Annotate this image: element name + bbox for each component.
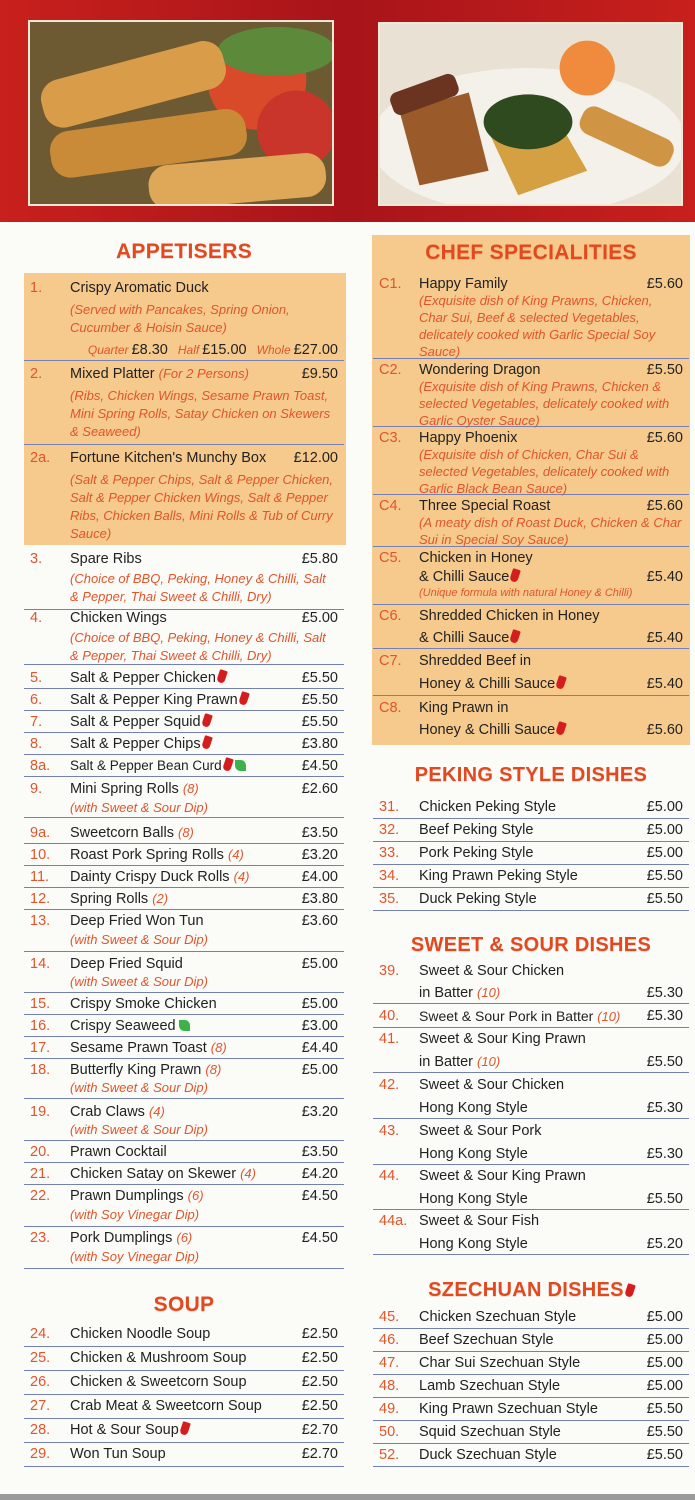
menu-item: C2. Wondering Dragon £5.50 (Exquisite dish of King Prawns, Chicken & selected Vegetables, delicately cooked with Garlic Oyster Sauce)	[373, 359, 689, 427]
menu-item: 1. Crispy Aromatic Duck (Served with Pancakes, Spring Onion, Cucumber & Hoisin Sauce) Quarter £8.30 Half £15.00 Whole £27.00	[24, 277, 344, 361]
menu-item: 22. Prawn Dumplings (6) £4.50 (with Soy Vinegar Dip)	[24, 1185, 344, 1227]
menu-item: 20. Prawn Cocktail £3.50	[24, 1141, 344, 1163]
menu-item: 45. Chicken Szechuan Style £5.00	[373, 1306, 689, 1329]
menu-item: 13. Deep Fried Won Tun £3.60 (with Sweet & Sour Dip)	[24, 910, 344, 952]
szechuan-title: SZECHUAN DISHES	[373, 1279, 689, 1302]
menu-item: 11. Dainty Crispy Duck Rolls (4) £4.00	[24, 866, 344, 888]
menu-item: 12. Spring Rolls (2) £3.80	[24, 888, 344, 910]
menu-item: C1. Happy Family £5.60 (Exquisite dish of King Prawns, Chicken, Char Sui, Beef & selected Vegetables, delicately cooked with Garlic Special Soy Sauce)	[373, 273, 689, 359]
menu-item: 43. Sweet & Sour Pork Hong Kong Style £5.30	[373, 1120, 689, 1165]
chili-icon	[509, 629, 521, 644]
menu-item: 17. Sesame Prawn Toast (8) £4.40	[24, 1037, 344, 1059]
menu-item: 5. Salt & Pepper Chicken £5.50	[24, 667, 344, 689]
menu-item: C3. Happy Phoenix £5.60 (Exquisite dish of Chicken, Char Sui & selected Vegetables, delicately cooked with Garlic Black Bean Sauce)	[373, 427, 689, 495]
chili-icon	[555, 721, 567, 736]
soup-title: SOUP	[153, 1293, 215, 1316]
menu-item: 10. Roast Pork Spring Rolls (4) £3.20	[24, 844, 344, 866]
right-column	[373, 0, 689, 1500]
menu-item: 21. Chicken Satay on Skewer (4) £4.20	[24, 1163, 344, 1185]
menu-item: 46. Beef Szechuan Style £5.00	[373, 1329, 689, 1352]
menu-item: 52. Duck Szechuan Style £5.50	[373, 1444, 689, 1467]
menu-item: 27. Crab Meat & Sweetcorn Soup £2.50	[24, 1395, 344, 1419]
chili-icon	[555, 675, 567, 690]
menu-item: 34. King Prawn Peking Style £5.50	[373, 865, 689, 888]
menu-item: 14. Deep Fried Squid £5.00 (with Sweet & Sour Dip)	[24, 953, 344, 993]
menu-item: 44. Sweet & Sour King Prawn Hong Kong Style £5.50	[373, 1165, 689, 1210]
menu-item: 9. Mini Spring Rolls (8) £2.60 (with Sweet & Sour Dip)	[24, 778, 344, 818]
menu-item: 18. Butterfly King Prawn (8) £5.00 (with Sweet & Sour Dip)	[24, 1059, 344, 1099]
menu-item: 42. Sweet & Sour Chicken Hong Kong Style £5.30	[373, 1074, 689, 1119]
menu-item: C5. Chicken in Honey & Chilli Sauce £5.40 (Unique formula with natural Honey & Chilli)	[373, 547, 689, 605]
menu-item: 41. Sweet & Sour King Prawn in Batter (10) £5.50	[373, 1028, 689, 1073]
menu-item: 26. Chicken & Sweetcorn Soup £2.50	[24, 1371, 344, 1395]
menu-item: 50. Squid Szechuan Style £5.50	[373, 1421, 689, 1444]
menu-item: 29. Won Tun Soup £2.70	[24, 1443, 344, 1467]
chef-specialities-title: CHEF SPECIALITIES	[425, 241, 637, 264]
menu-item: 19. Crab Claws (4) £3.20 (with Sweet & Sour Dip)	[24, 1101, 344, 1141]
menu-item: 33. Pork Peking Style £5.00	[373, 842, 689, 865]
vegetarian-icon	[179, 1020, 190, 1031]
page-bottom-edge	[0, 1494, 695, 1500]
menu-item: 49. King Prawn Szechuan Style £5.50	[373, 1398, 689, 1421]
menu-item: 47. Char Sui Szechuan Style £5.00	[373, 1352, 689, 1375]
menu-item: 39. Sweet & Sour Chicken in Batter (10) £5.30	[373, 960, 689, 1004]
menu-item: 48. Lamb Szechuan Style £5.00	[373, 1375, 689, 1398]
left-column	[24, 0, 344, 1500]
menu-item: 35. Duck Peking Style £5.50	[373, 888, 689, 911]
sweet-sour-title: SWEET & SOUR DISHES	[410, 934, 652, 956]
menu-item: 9a. Sweetcorn Balls (8) £3.50	[24, 822, 344, 844]
vegetarian-icon	[235, 760, 246, 771]
chili-icon	[624, 1283, 636, 1298]
chili-icon	[238, 691, 250, 706]
menu-item: C6. Shredded Chicken in Honey & Chilli Sauce £5.40	[373, 605, 689, 649]
menu-item: 40. Sweet & Sour Pork in Batter (10) £5.30	[373, 1005, 689, 1028]
menu-item: 25. Chicken & Mushroom Soup £2.50	[24, 1347, 344, 1371]
chili-icon	[179, 1421, 191, 1436]
menu-item: 31. Chicken Peking Style £5.00	[373, 796, 689, 819]
peking-title: PEKING STYLE DISHES	[414, 764, 648, 786]
menu-item: 44a. Sweet & Sour Fish Hong Kong Style £5.20	[373, 1210, 689, 1255]
menu-item: 28. Hot & Sour Soup £2.70	[24, 1419, 344, 1443]
appetisers-title: APPETISERS	[115, 240, 253, 263]
chili-icon	[201, 713, 213, 728]
menu-item: 8a. Salt & Pepper Bean Curd £4.50	[24, 755, 344, 777]
menu-item: 7. Salt & Pepper Squid £5.50	[24, 711, 344, 733]
menu-item: 16. Crispy Seaweed £3.00	[24, 1015, 344, 1037]
menu-item: C4. Three Special Roast £5.60 (A meaty dish of Roast Duck, Chicken & Char Sui in Special Soy Sauce)	[373, 495, 689, 547]
menu-item: 24. Chicken Noodle Soup £2.50	[24, 1323, 344, 1347]
chili-icon	[222, 757, 234, 772]
menu-item: 3. Spare Ribs £5.80 (Choice of BBQ, Peking, Honey & Chilli, Salt & Pepper, Thai Sweet & Chilli, Dry)	[24, 548, 344, 610]
menu-item: 15. Crispy Smoke Chicken £5.00	[24, 993, 344, 1015]
chili-icon	[216, 669, 228, 684]
menu-item: C8. King Prawn in Honey & Chilli Sauce £5.60	[379, 700, 683, 738]
menu-item: 4. Chicken Wings £5.00 (Choice of BBQ, Peking, Honey & Chilli, Salt & Pepper, Thai Sweet & Chilli, Dry)	[24, 607, 344, 665]
menu-item: 8. Salt & Pepper Chips £3.80	[24, 733, 344, 755]
menu-item: 6. Salt & Pepper King Prawn £5.50	[24, 689, 344, 711]
chili-icon	[509, 568, 521, 583]
menu-item: 2. Mixed Platter (For 2 Persons) £9.50 (Ribs, Chicken Wings, Sesame Prawn Toast, Mini Spring Rolls, Satay Chicken on Skewers & Seaweed)	[24, 363, 344, 445]
menu-item: 23. Pork Dumplings (6) £4.50 (with Soy Vinegar Dip)	[24, 1227, 344, 1269]
menu-item: 32. Beef Peking Style £5.00	[373, 819, 689, 842]
menu-item: C7. Shredded Beef in Honey & Chilli Sauce £5.40	[373, 650, 689, 696]
chili-icon	[201, 735, 213, 750]
menu-item: 2a. Fortune Kitchen's Munchy Box £12.00 (Salt & Pepper Chips, Salt & Pepper Chicken, Salt & Pepper Chicken Wings, Salt & Pepper Ribs, Chicken Balls, Mini Rolls & Tub of Curry Sauce)	[30, 450, 338, 541]
